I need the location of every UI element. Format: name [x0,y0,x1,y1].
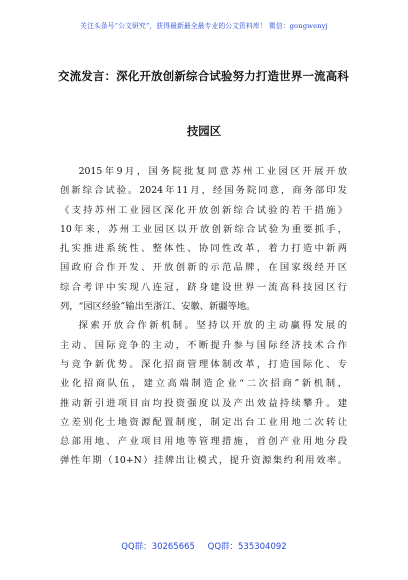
body-line: 《支持苏州工业园区深化开放创新综合试验的若干措施》 [60,204,347,216]
footer-qq-group-1: QQ群：30265665 [121,542,195,552]
body-line: 与竞争新优势。深化招商管理体制改革，打造国际化、专 [60,358,347,370]
document-body [60,162,347,471]
footer-contact [0,540,408,552]
document-title-line-2: 技园区 [186,124,222,138]
body-line: 创新综合试验。2024年11月，经国务院同意，商务部印发 [60,185,347,197]
body-line: 国政府合作开发、开放创新的示范品牌，在国家级经开区 [60,262,347,274]
body-line: 主动、国际竞争的主动，不断提升参与国际经济技术合作 [60,339,347,351]
document-title-line-1: 交流发言：深化开放创新综合试验努力打造世界一流高科 [58,69,350,83]
body-line: 立差别化土地资源配置制度，制定出台工业用地二次转让 [60,416,347,428]
body-line: 探索开放合作新机制。坚持以开放的主动赢得发展的 [78,320,347,332]
body-line: 列，“园区经验”输出至浙江、安徽、新疆等地。 [60,301,256,313]
header-banner: 关注头条号“公文研究”，获得最新最全最专业的公文资料库！ 微信：gongwenyj [80,22,328,30]
body-line: 总部用地、产业项目用地等管理措施，首创产业用地分段 [60,436,347,448]
body-line: 10年来，苏州工业园区以开放创新综合试验为重要抓手， [60,223,347,235]
footer-qq-group-2: QQ群：535304092 [207,542,287,552]
body-line: 2015年9月，国务院批复同意苏州工业园区开展开放 [78,166,347,177]
body-line: 推动新引进项目亩均投资强度以及产出效益持续攀升。建 [60,397,347,409]
body-line: 综合考评中实现八连冠，跻身建设世界一流高科技园区行 [60,281,347,293]
body-line: 扎实推进系统性、整体性、协同性改革，着力打造中新两 [60,243,347,255]
body-line: 业化招商队伍，建立高端制造企业“二次招商”新机制， [60,378,347,390]
body-line: 弹性年期（10+N）挂牌出让模式，提升资源集约利用效率。 [60,455,347,467]
